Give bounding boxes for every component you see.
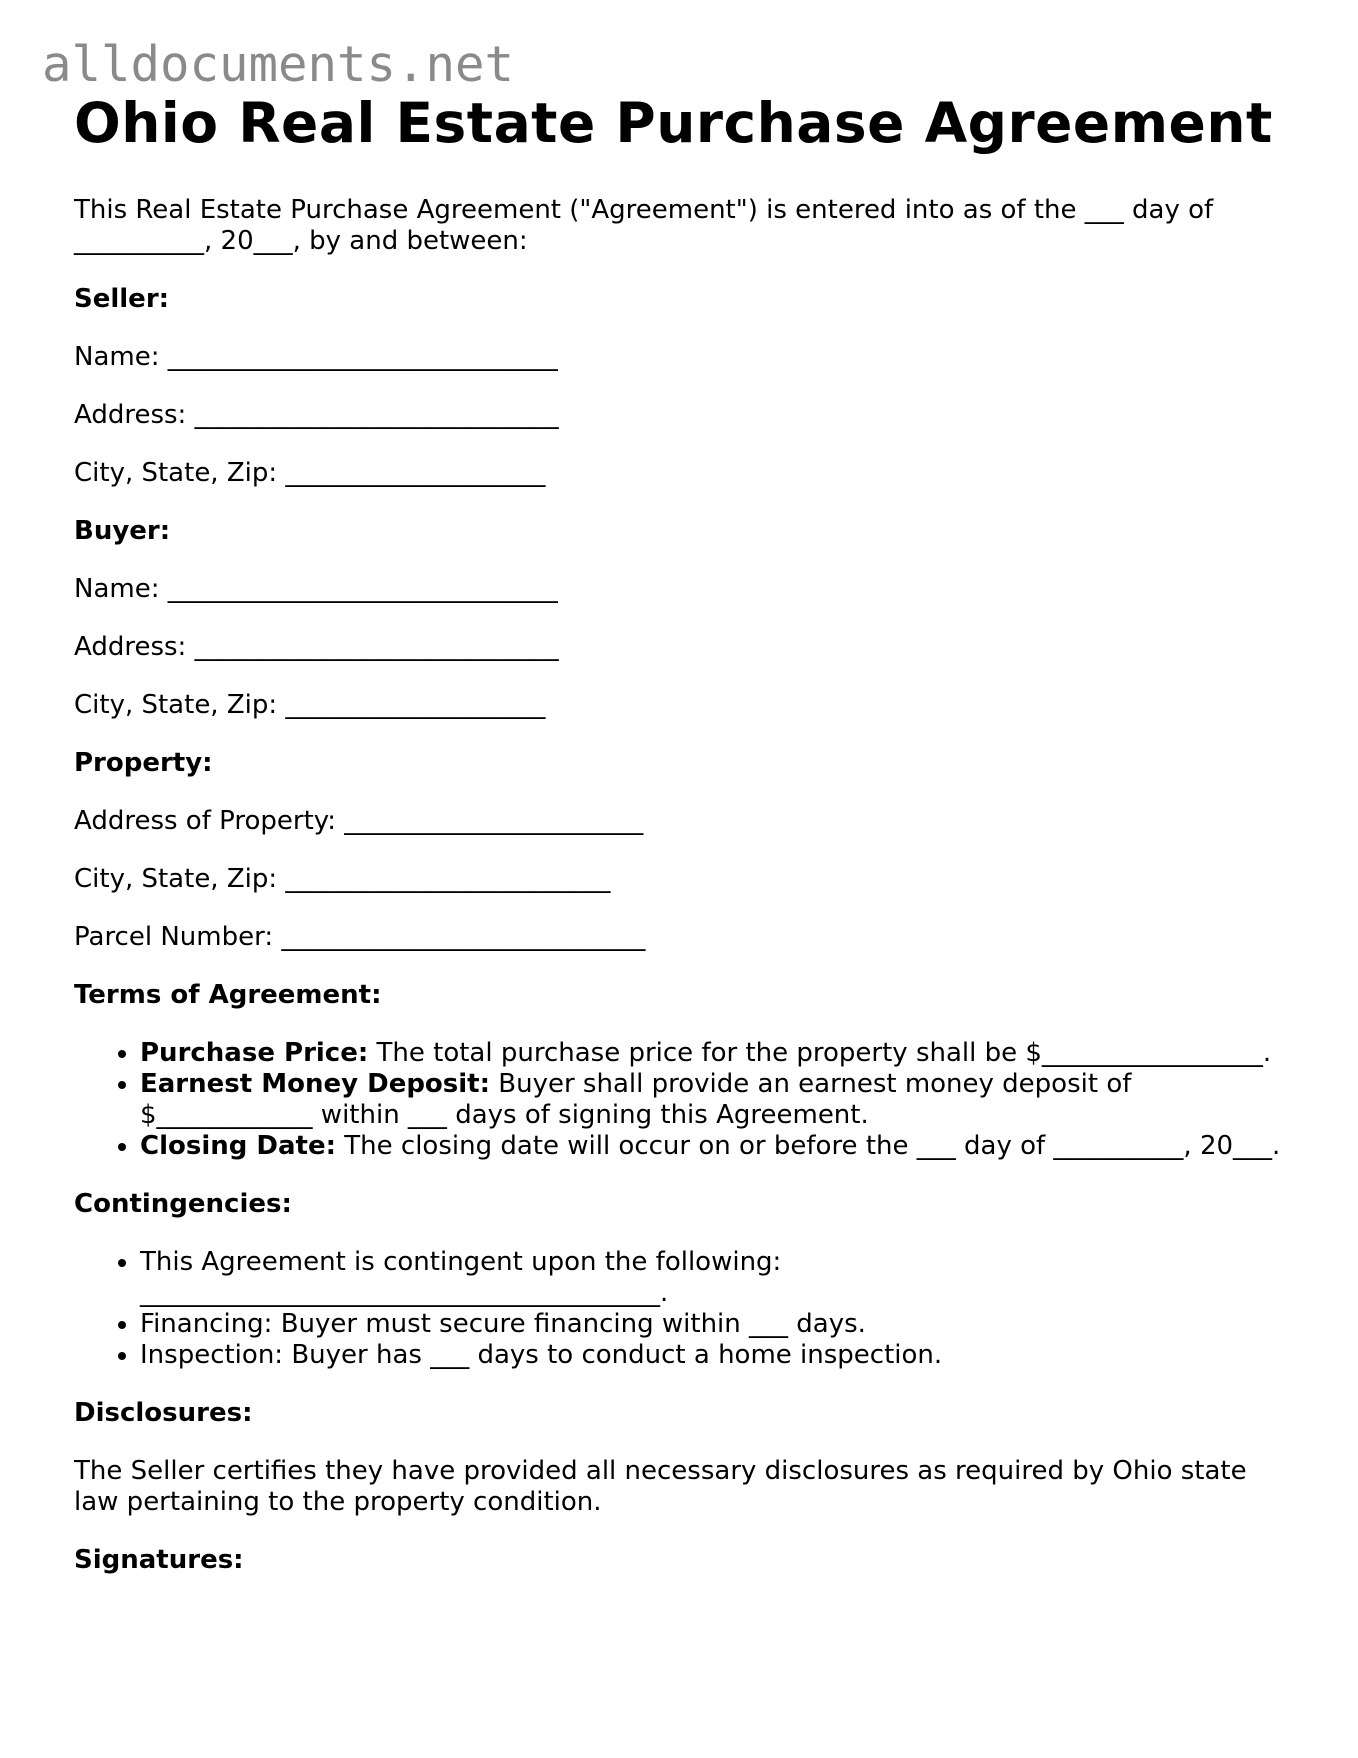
buyer-heading: Buyer: <box>74 516 171 547</box>
term-text: The closing date will occur on or before the ___ day of __________, 20___. <box>336 1131 1281 1162</box>
term-text: Buyer shall provide an earnest money deposit of $____________ within ___ days of signing this Agreement. <box>140 1069 1132 1131</box>
property-address-field: Address of Property: _______________________ <box>74 806 644 837</box>
page-title: Ohio Real Estate Purchase Agreement <box>74 91 1273 155</box>
terms-list <box>74 1038 1284 1162</box>
seller-city-field: City, State, Zip: ____________________ <box>74 458 546 489</box>
contingencies-list <box>74 1247 1284 1371</box>
buyer-city-field: City, State, Zip: ____________________ <box>74 690 546 721</box>
document-body <box>74 92 1284 1576</box>
intro-paragraph: This Real Estate Purchase Agreement ("Agreement") is entered into as of the ___ day of __________, 20___, by and between: <box>74 195 1214 257</box>
seller-heading: Seller: <box>74 284 170 315</box>
term-label: Closing Date: <box>140 1131 337 1162</box>
disclosures-text: The Seller certifies they have provided all necessary disclosures as required by Ohio state law pertaining to the property condition. <box>74 1456 1247 1518</box>
property-parcel-field: Parcel Number: ____________________________ <box>74 922 646 953</box>
seller-address-field: Address: ____________________________ <box>74 400 559 431</box>
list-item: • This Agreement is contingent upon the following: ________________________________________. <box>140 1247 1284 1309</box>
disclosures-heading: Disclosures: <box>74 1398 253 1429</box>
property-city-field: City, State, Zip: _________________________ <box>74 864 611 895</box>
list-item: • Financing: Buyer must secure financing within ___ days. <box>140 1309 1284 1340</box>
list-item <box>140 1069 1284 1131</box>
terms-heading: Terms of Agreement: <box>74 980 382 1011</box>
seller-name-field: Name: ______________________________ <box>74 342 558 373</box>
term-text: The total purchase price for the property shall be $_________________. <box>368 1038 1272 1069</box>
term-label: Purchase Price: <box>140 1038 369 1069</box>
buyer-address-field: Address: ____________________________ <box>74 632 559 663</box>
signatures-heading: Signatures: <box>74 1545 244 1576</box>
term-label: Earnest Money Deposit: <box>140 1069 491 1100</box>
list-item <box>140 1038 1284 1069</box>
watermark: alldocuments.net <box>42 36 515 93</box>
property-heading: Property: <box>74 748 213 779</box>
list-item <box>140 1131 1284 1162</box>
buyer-name-field: Name: ______________________________ <box>74 574 558 605</box>
list-item: • Inspection: Buyer has ___ days to conduct a home inspection. <box>140 1340 1284 1371</box>
contingencies-heading: Contingencies: <box>74 1189 292 1220</box>
